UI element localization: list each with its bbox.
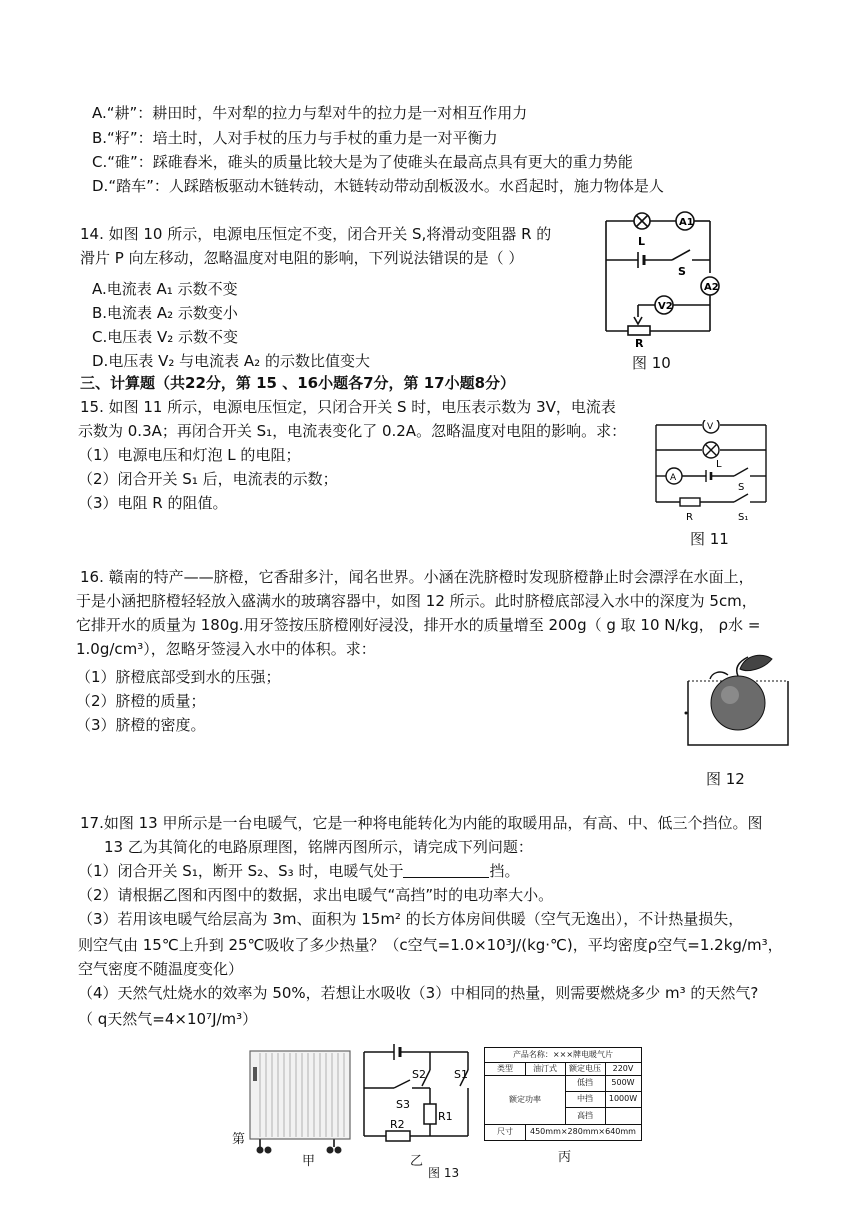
q17-line-1: 17.如图 13 甲所示是一台电暖气，它是一种将电能转化为内能的取暖用品，有高、中、低三个挡位。图	[80, 814, 763, 832]
leaf-icon	[740, 655, 772, 670]
q16-line-3: 它排开水的质量为 180g.用牙签按压脐橙刚好浸没，排开水的质量增至 200g（ g 取 10 N/kg， ρ水 =	[76, 616, 761, 634]
nameplate-gear-low-value: 500W	[605, 1075, 641, 1092]
nameplate-gear-mid-value: 1000W	[605, 1091, 641, 1108]
q16-line-1: 16. 赣南的特产——脐橙，它香甜多汁，闻名世界。小涵在洗脐橙时发现脐橙静止时会漂浮在水面上，	[80, 568, 754, 586]
q17-item-3-line-2: 则空气由 15℃上升到 25℃吸收了多少热量？（c空气=1.0×10³J/(kg·℃)，平均密度ρ空气=1.2kg/m³，	[78, 936, 783, 954]
figure-10-circuit	[598, 205, 738, 350]
nameplate-type-value: 油汀式	[525, 1062, 566, 1076]
q15-stem-line1: 15. 如图 11 所示，电源电压恒定，只闭合开关 S 时，电压表示数为 3V，电流表	[80, 398, 616, 416]
s3-label: S3	[396, 1098, 410, 1111]
q15-stem-line2: 示数为 0.3A；再闭合开关 S₁，电流表变化了 0.2A。忽略温度对电阻的影响。求：	[78, 422, 627, 440]
q17-item-1-prefix: （1）闭合开关 S₁，断开 S₂、S₃ 时，电暖气处于	[78, 862, 404, 880]
q17-item-4-line-2: （ q天然气=4×10⁷J/m³）	[78, 1010, 258, 1028]
s2-label: S2	[412, 1068, 426, 1081]
q17-item-2: （2）请根据乙图和丙图中的数据，求出电暖气“高挡”时的电功率大小。	[78, 886, 554, 904]
a2-label: A2	[704, 282, 719, 293]
q13-option-d: D.“踏车”：人踩踏板驱动木链转动，木链转动带动刮板汲水。水舀起时，施力物体是人	[92, 177, 664, 195]
figure-11-label: 图 11	[690, 530, 729, 548]
lamp-label: L	[638, 235, 646, 248]
q16-item-2: （2）脐橙的质量；	[76, 692, 206, 710]
q16-line-4: 1.0g/cm³），忽略牙签浸入水中的体积。求：	[76, 640, 376, 658]
q17-item-4-line-1: （4）天然气灶烧水的效率为 50%，若想让水吸收（3）中相同的热量，则需要燃烧多少 m³ 的天然气?	[78, 984, 759, 1002]
nameplate-voltage-label: 额定电压	[565, 1062, 606, 1076]
nameplate-product: 产品名称：×××牌电暖气片	[485, 1048, 641, 1063]
q14-stem-line2: 滑片 P 向左移动，忽略温度对电阻的影响，下列说法错误的是（ ）	[80, 249, 524, 267]
q13-option-b: B.“籽”：培土时，人对手杖的压力与手杖的重力是一对平衡力	[92, 129, 498, 147]
figure-11-circuit	[650, 420, 775, 525]
nameplate-size-label: 尺寸	[485, 1124, 526, 1140]
a-label: A	[670, 473, 677, 483]
nameplate-type-label: 类型	[485, 1062, 526, 1076]
q15-item-1: （1）电源电压和灯泡 L 的电阻；	[78, 446, 301, 464]
q14-option-c: C.电压表 V₂ 示数不变	[92, 328, 239, 346]
q16-item-3: （3）脐橙的密度。	[76, 716, 206, 734]
nameplate-size-value: 450mm×280mm×640mm	[530, 1127, 636, 1136]
q16-item-1: （1）脐橙底部受到水的压强；	[76, 668, 281, 686]
r1-label: R1	[438, 1110, 453, 1123]
q13-option-a: A.“耕”：耕田时，牛对犁的拉力与犁对牛的拉力是一对相互作用力	[92, 104, 528, 122]
figure-13-circuit	[358, 1040, 476, 1152]
control-panel-icon	[253, 1067, 257, 1081]
q13-option-c: C.“碓”：踩碓舂米，碓头的质量比较大是为了使碓头在最高点具有更大的重力势能	[92, 153, 633, 171]
orange-icon	[711, 676, 765, 730]
r-label: R	[635, 337, 644, 350]
nameplate-gear-high-value	[605, 1107, 641, 1125]
q14-option-d: D.电压表 V₂ 与电流表 A₂ 的示数比值变大	[92, 352, 370, 370]
switch-label: S	[678, 265, 686, 278]
figure-12-label: 图 12	[706, 770, 745, 788]
figure-10-label: 图 10	[632, 354, 671, 372]
nameplate-gear-low: 低挡	[565, 1075, 606, 1092]
q15-item-2: （2）闭合开关 S₁ 后，电流表的示数；	[78, 470, 338, 488]
figure-13-label: 图 13	[428, 1166, 460, 1180]
q17-item-3-line-1: （3）若用该电暖气给层高为 3m、面积为 15m² 的长方体房间供暖（空气无逸出），不计热量损失，	[78, 910, 744, 928]
answer-blank[interactable]	[403, 863, 489, 878]
q15-item-3: （3）电阻 R 的阻值。	[78, 494, 228, 512]
figure-13-jia-label: 甲	[302, 1154, 316, 1169]
s-label: S	[738, 482, 745, 493]
figure-13-bing-label: 丙	[558, 1150, 572, 1165]
nameplate-gear-high: 高挡	[565, 1107, 606, 1125]
v2-label: V2	[658, 301, 673, 312]
q17-line-2: 13 乙为其简化的电路原理图，铭牌丙图所示，请完成下列问题：	[104, 838, 533, 856]
nameplate-power-label: 额定功率	[485, 1075, 566, 1125]
s1-label: S₁	[738, 512, 749, 523]
l-label: L	[716, 459, 722, 470]
figure-13-yi-label: 乙	[410, 1154, 424, 1169]
nameplate-table	[484, 1047, 642, 1141]
q17-item-3-line-3: 空气密度不随温度变化）	[78, 960, 244, 978]
r2-label: R2	[390, 1118, 405, 1131]
left-mark: 第	[232, 1132, 246, 1147]
q14-option-b: B.电流表 A₂ 示数变小	[92, 304, 238, 322]
q17-item-1-suffix: 挡。	[489, 862, 520, 880]
q14-stem-line1: 14. 如图 10 所示，电源电压恒定不变，闭合开关 S,将滑动变阻器 R 的	[80, 225, 552, 243]
figure-12-orange-container	[680, 645, 795, 750]
section-3-title: 三、计算题（共22分，第 15 、16小题各7分，第 17小题8分）	[80, 374, 516, 392]
q17-item-1	[78, 860, 519, 883]
figure-13-radiator	[246, 1047, 354, 1157]
q16-line-2: 于是小涵把脐橙轻轻放入盛满水的玻璃容器中，如图 12 所示。此时脐橙底部浸入水中的深度为 5cm，	[76, 592, 757, 610]
q14-option-a: A.电流表 A₁ 示数不变	[92, 280, 238, 298]
v-label: V	[707, 422, 714, 432]
r-label: R	[686, 512, 693, 523]
nameplate-gear-mid: 中挡	[565, 1091, 606, 1108]
a1-label: A1	[679, 217, 694, 228]
s1-label: S1	[454, 1068, 468, 1081]
nameplate-voltage-value: 220V	[605, 1062, 641, 1076]
